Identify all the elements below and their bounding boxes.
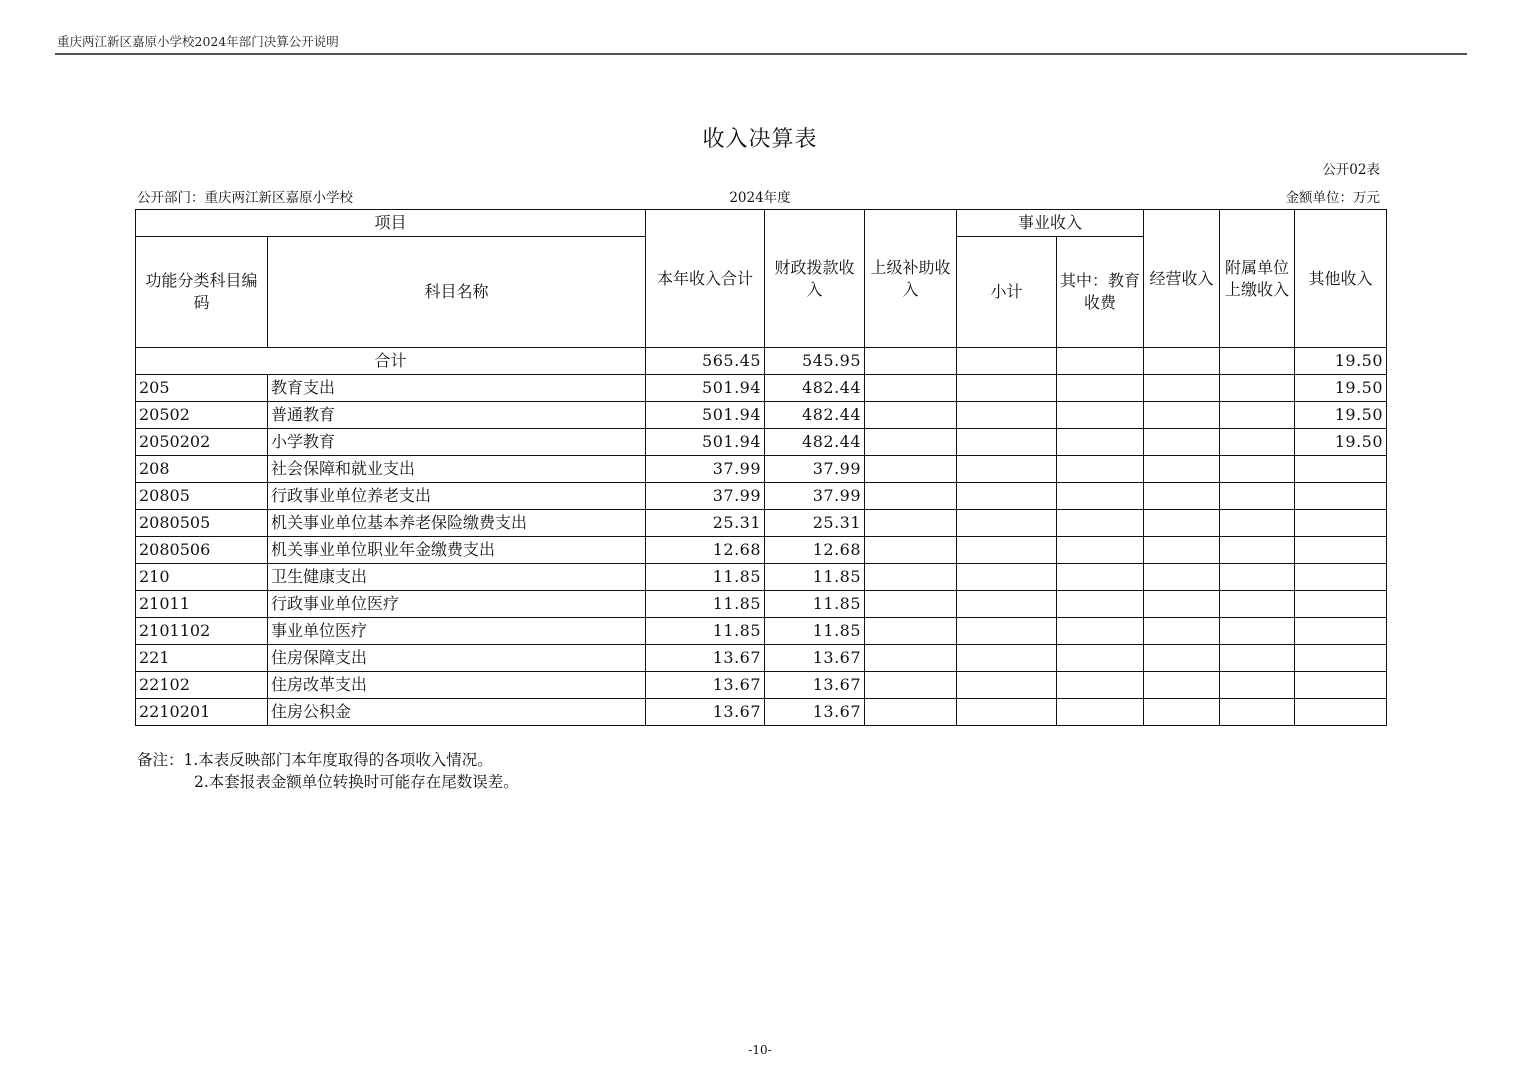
table-row: [136, 429, 1387, 456]
row-other: 19.50: [1295, 375, 1387, 402]
table-row: [136, 483, 1387, 510]
row-education-fees: [1057, 375, 1144, 402]
department-label: 公开部门：重庆两江新区嘉原小学校: [137, 190, 353, 206]
report-title: 收入决算表: [702, 127, 818, 152]
row-code: 2050202: [136, 429, 268, 456]
row-code: 20805: [136, 483, 268, 510]
row-affiliated: [1220, 618, 1295, 645]
row-affiliated: [1220, 456, 1295, 483]
row-other: [1295, 537, 1387, 564]
row-fiscal: 482.44: [765, 375, 865, 402]
row-subtotal: [957, 618, 1057, 645]
row-superior-subsidy: [865, 483, 957, 510]
row-subject-name: 社会保障和就业支出: [268, 456, 646, 483]
running-header-title: 重庆两江新区嘉原小学校2024年部门决算公开说明: [57, 34, 339, 49]
row-affiliated: [1220, 672, 1295, 699]
row-subtotal: [957, 375, 1057, 402]
row-operating: [1144, 429, 1220, 456]
row-operating: [1144, 537, 1220, 564]
row-affiliated: [1220, 645, 1295, 672]
row-total-income: 13.67: [646, 645, 765, 672]
table-row: [136, 510, 1387, 537]
row-total-income: 12.68: [646, 537, 765, 564]
row-superior-subsidy: [865, 564, 957, 591]
row-other: 19.50: [1295, 429, 1387, 456]
total-affiliated-value: [1220, 348, 1295, 375]
notes: [137, 749, 519, 793]
fiscal-year-label: 2024年度: [729, 190, 791, 206]
row-total-income: 11.85: [646, 618, 765, 645]
row-other: [1295, 564, 1387, 591]
table-row: [136, 672, 1387, 699]
row-other: 19.50: [1295, 402, 1387, 429]
row-operating: [1144, 456, 1220, 483]
row-superior-subsidy: [865, 618, 957, 645]
table-row: [136, 456, 1387, 483]
row-operating: [1144, 510, 1220, 537]
row-other: [1295, 645, 1387, 672]
row-subtotal: [957, 402, 1057, 429]
row-affiliated: [1220, 429, 1295, 456]
row-superior-subsidy: [865, 402, 957, 429]
row-code: 2101102: [136, 618, 268, 645]
table-row: [136, 564, 1387, 591]
row-education-fees: [1057, 429, 1144, 456]
row-total-income: 13.67: [646, 699, 765, 726]
row-subtotal: [957, 591, 1057, 618]
row-superior-subsidy: [865, 699, 957, 726]
header-total-income: 本年收入合计: [646, 210, 765, 348]
row-code: 210: [136, 564, 268, 591]
row-subject-name: 卫生健康支出: [268, 564, 646, 591]
row-superior-subsidy: [865, 672, 957, 699]
row-subtotal: [957, 672, 1057, 699]
header-superior-subsidy: 上级补助收入: [865, 210, 957, 348]
row-affiliated: [1220, 402, 1295, 429]
total-income-value: 565.45: [646, 348, 765, 375]
header-divider: [55, 53, 1467, 55]
header-other-income: 其他收入: [1295, 210, 1387, 348]
row-subtotal: [957, 429, 1057, 456]
table-row: [136, 375, 1387, 402]
row-subtotal: [957, 456, 1057, 483]
row-education-fees: [1057, 483, 1144, 510]
row-superior-subsidy: [865, 429, 957, 456]
form-code: 公开02表: [1322, 162, 1380, 178]
row-total-income: 501.94: [646, 402, 765, 429]
row-other: [1295, 456, 1387, 483]
row-code: 2080505: [136, 510, 268, 537]
row-other: [1295, 483, 1387, 510]
row-subtotal: [957, 645, 1057, 672]
row-code: 221: [136, 645, 268, 672]
row-operating: [1144, 591, 1220, 618]
row-subtotal: [957, 483, 1057, 510]
row-superior-subsidy: [865, 645, 957, 672]
row-total-income: 11.85: [646, 564, 765, 591]
header-business-income: 事业收入: [957, 210, 1144, 237]
row-superior-subsidy: [865, 375, 957, 402]
row-education-fees: [1057, 564, 1144, 591]
row-superior-subsidy: [865, 591, 957, 618]
total-operating-value: [1144, 348, 1220, 375]
row-fiscal: 11.85: [765, 618, 865, 645]
total-fiscal-value: 545.95: [765, 348, 865, 375]
header-function-code: 功能分类科目编码: [136, 237, 268, 348]
row-other: [1295, 699, 1387, 726]
note-line-2: 2.本套报表金额单位转换时可能存在尾数误差。: [194, 773, 519, 791]
total-superior-subsidy-value: [865, 348, 957, 375]
row-superior-subsidy: [865, 537, 957, 564]
row-subject-name: 普通教育: [268, 402, 646, 429]
row-total-income: 11.85: [646, 591, 765, 618]
row-subject-name: 行政事业单位养老支出: [268, 483, 646, 510]
row-other: [1295, 510, 1387, 537]
header-education-fees: 其中：教育收费: [1057, 237, 1144, 348]
row-subtotal: [957, 510, 1057, 537]
amount-unit-label: 金额单位：万元: [1285, 190, 1380, 206]
header-fiscal-appropriation: 财政拨款收入: [765, 210, 865, 348]
row-operating: [1144, 375, 1220, 402]
row-fiscal: 482.44: [765, 429, 865, 456]
row-superior-subsidy: [865, 510, 957, 537]
row-affiliated: [1220, 537, 1295, 564]
row-education-fees: [1057, 537, 1144, 564]
row-operating: [1144, 402, 1220, 429]
note-line-1: 备注：1.本表反映部门本年度取得的各项收入情况。: [137, 751, 493, 769]
row-affiliated: [1220, 591, 1295, 618]
row-fiscal: 25.31: [765, 510, 865, 537]
row-code: 22102: [136, 672, 268, 699]
total-label: 合计: [136, 348, 646, 375]
row-other: [1295, 591, 1387, 618]
row-education-fees: [1057, 510, 1144, 537]
row-operating: [1144, 645, 1220, 672]
row-affiliated: [1220, 699, 1295, 726]
row-code: 2080506: [136, 537, 268, 564]
header-item: 项目: [136, 210, 646, 237]
table-row: [136, 591, 1387, 618]
row-education-fees: [1057, 456, 1144, 483]
income-statement-table: [135, 209, 1387, 726]
row-superior-subsidy: [865, 456, 957, 483]
data-rows: [136, 375, 1387, 726]
row-operating: [1144, 483, 1220, 510]
row-subtotal: [957, 537, 1057, 564]
row-operating: [1144, 618, 1220, 645]
row-subject-name: 行政事业单位医疗: [268, 591, 646, 618]
row-education-fees: [1057, 591, 1144, 618]
total-education-fees-value: [1057, 348, 1144, 375]
table-row: [136, 537, 1387, 564]
header-affiliated-income: 附属单位上缴收入: [1220, 210, 1295, 348]
row-education-fees: [1057, 402, 1144, 429]
table-row: [136, 618, 1387, 645]
table-row: [136, 645, 1387, 672]
row-fiscal: 11.85: [765, 591, 865, 618]
row-fiscal: 37.99: [765, 456, 865, 483]
row-code: 21011: [136, 591, 268, 618]
row-subject-name: 小学教育: [268, 429, 646, 456]
row-total-income: 501.94: [646, 375, 765, 402]
row-fiscal: 11.85: [765, 564, 865, 591]
row-code: 208: [136, 456, 268, 483]
row-subtotal: [957, 564, 1057, 591]
row-other: [1295, 618, 1387, 645]
row-total-income: 501.94: [646, 429, 765, 456]
total-row: [136, 348, 1387, 375]
row-subject-name: 教育支出: [268, 375, 646, 402]
row-code: 2210201: [136, 699, 268, 726]
row-fiscal: 13.67: [765, 645, 865, 672]
row-education-fees: [1057, 699, 1144, 726]
row-operating: [1144, 672, 1220, 699]
row-code: 205: [136, 375, 268, 402]
row-code: 20502: [136, 402, 268, 429]
table-row: [136, 699, 1387, 726]
row-affiliated: [1220, 510, 1295, 537]
row-affiliated: [1220, 483, 1295, 510]
row-subject-name: 住房公积金: [268, 699, 646, 726]
row-total-income: 37.99: [646, 483, 765, 510]
row-fiscal: 482.44: [765, 402, 865, 429]
total-subtotal-value: [957, 348, 1057, 375]
header-subtotal: 小计: [957, 237, 1057, 348]
row-fiscal: 13.67: [765, 699, 865, 726]
total-other-value: 19.50: [1295, 348, 1387, 375]
row-affiliated: [1220, 564, 1295, 591]
row-operating: [1144, 564, 1220, 591]
row-subject-name: 事业单位医疗: [268, 618, 646, 645]
row-subject-name: 机关事业单位职业年金缴费支出: [268, 537, 646, 564]
row-education-fees: [1057, 672, 1144, 699]
row-total-income: 13.67: [646, 672, 765, 699]
row-subtotal: [957, 699, 1057, 726]
row-subject-name: 机关事业单位基本养老保险缴费支出: [268, 510, 646, 537]
row-total-income: 25.31: [646, 510, 765, 537]
row-fiscal: 37.99: [765, 483, 865, 510]
row-operating: [1144, 699, 1220, 726]
header-operating-income: 经营收入: [1144, 210, 1220, 348]
row-subject-name: 住房改革支出: [268, 672, 646, 699]
row-other: [1295, 672, 1387, 699]
row-fiscal: 13.67: [765, 672, 865, 699]
row-education-fees: [1057, 645, 1144, 672]
page-number: -10-: [748, 1043, 772, 1057]
row-total-income: 37.99: [646, 456, 765, 483]
table-row: [136, 402, 1387, 429]
row-subject-name: 住房保障支出: [268, 645, 646, 672]
row-fiscal: 12.68: [765, 537, 865, 564]
row-affiliated: [1220, 375, 1295, 402]
row-education-fees: [1057, 618, 1144, 645]
header-subject-name: 科目名称: [268, 237, 646, 348]
